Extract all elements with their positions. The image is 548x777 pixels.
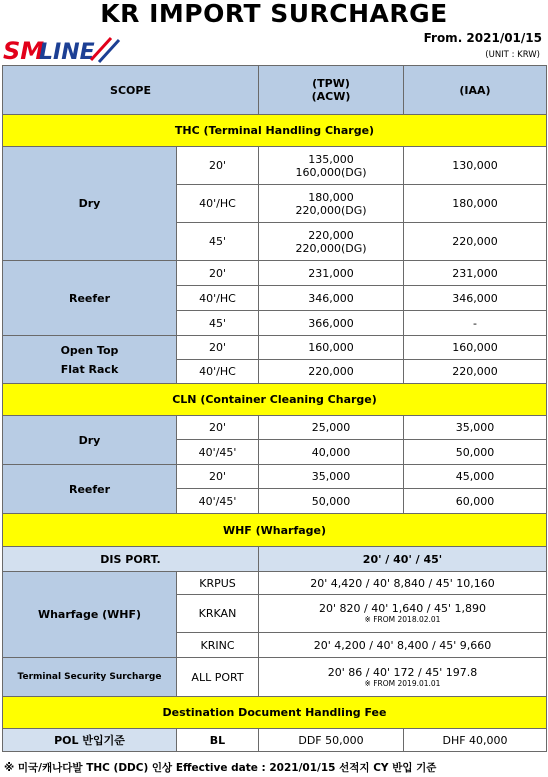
- tpw-cell: DDF 50,000: [259, 729, 404, 752]
- tpw-cell: 25,000: [259, 416, 404, 440]
- thc-dry-label: Dry: [3, 147, 177, 261]
- tpw-cell: 346,000: [259, 286, 404, 311]
- size-cell: 20': [177, 336, 259, 360]
- thc-title: THC (Terminal Handling Charge): [3, 115, 547, 147]
- thc-reefer-label: Reefer: [3, 261, 177, 336]
- iaa-cell: 231,000: [404, 261, 547, 286]
- tpw-cell: 160,000: [259, 336, 404, 360]
- page-title: KR IMPORT SURCHARGE: [100, 0, 448, 28]
- tpw-cell: 180,000 220,000(DG): [259, 185, 404, 223]
- security-surcharge-label: Terminal Security Surcharge: [3, 658, 177, 697]
- port-cell: KRINC: [177, 633, 259, 658]
- tpw-cell: 35,000: [259, 465, 404, 489]
- iaa-cell: 60,000: [404, 489, 547, 514]
- table-row: [3, 658, 547, 697]
- unit-label: (UNIT : KRW): [485, 50, 540, 60]
- scope-header: SCOPE: [3, 66, 259, 115]
- tpw-header: (TPW) (ACW): [259, 66, 404, 115]
- iaa-cell: 45,000: [404, 465, 547, 489]
- tpw-cell: 135,000 160,000(DG): [259, 147, 404, 185]
- wharfage-label: Wharfage (WHF): [3, 572, 177, 658]
- ddhf-title: Destination Document Handling Fee: [3, 697, 547, 729]
- size-cell: 40'/45': [177, 489, 259, 514]
- cln-reefer-label: Reefer: [3, 465, 177, 514]
- svg-text:SM: SM: [3, 37, 45, 64]
- table-row: [3, 465, 547, 489]
- size-cell: 20': [177, 465, 259, 489]
- table-row: [3, 729, 547, 752]
- size-cell: 40'/HC: [177, 286, 259, 311]
- whf-effective-note: ※ FROM 2018.02.01: [364, 615, 441, 624]
- table-row: [3, 416, 547, 440]
- sm-line-logo: [3, 36, 123, 64]
- whf-subheader-row: [3, 547, 547, 572]
- table-row: [3, 336, 547, 360]
- whf-value-cell: 20' 820 / 40' 1,640 / 45' 1,890 ※ FROM 2018.02.01: [259, 595, 547, 633]
- security-value-cell: 20' 86 / 40' 172 / 45' 197.8 ※ FROM 2019.01.01: [259, 658, 547, 697]
- iaa-cell: 180,000: [404, 185, 547, 223]
- iaa-cell: 130,000: [404, 147, 547, 185]
- iaa-cell: 346,000: [404, 286, 547, 311]
- pol-basis-label: POL 반입기준: [3, 729, 177, 752]
- svg-text:LINE: LINE: [39, 40, 95, 64]
- iaa-cell: 220,000: [404, 360, 547, 384]
- ddhf-section-row: [3, 697, 547, 729]
- size-cell: 20': [177, 147, 259, 185]
- security-effective-note: ※ FROM 2019.01.01: [364, 678, 441, 688]
- cln-dry-label: Dry: [3, 416, 177, 465]
- thc-section-row: [3, 115, 547, 147]
- iaa-cell: DHF 40,000: [404, 729, 547, 752]
- whf-title: WHF (Wharfage): [3, 514, 547, 547]
- tpw-cell: 366,000: [259, 311, 404, 336]
- size-cell: 40'/HC: [177, 360, 259, 384]
- thc-open-top-label: Open Top Flat Rack: [3, 336, 177, 384]
- whf-section-row: [3, 514, 547, 547]
- cln-section-row: [3, 384, 547, 416]
- port-cell: KRPUS: [177, 572, 259, 595]
- port-cell: ALL PORT: [177, 658, 259, 697]
- iaa-cell: 35,000: [404, 416, 547, 440]
- table-header-row: [3, 66, 547, 115]
- container-sizes-header: 20' / 40' / 45': [259, 547, 547, 572]
- size-cell: 20': [177, 416, 259, 440]
- iaa-cell: 220,000: [404, 223, 547, 261]
- size-cell: 20': [177, 261, 259, 286]
- iaa-cell: -: [404, 311, 547, 336]
- doc-type-cell: BL: [177, 729, 259, 752]
- whf-value-cell: 20' 4,200 / 40' 8,400 / 45' 9,660: [259, 633, 547, 658]
- surcharge-table: [2, 65, 547, 752]
- tpw-cell: 220,000: [259, 360, 404, 384]
- port-cell: KRKAN: [177, 595, 259, 633]
- effective-from: From. 2021/01/15: [423, 31, 542, 45]
- iaa-header: (IAA): [404, 66, 547, 115]
- size-cell: 40'/HC: [177, 185, 259, 223]
- size-cell: 45': [177, 311, 259, 336]
- table-row: [3, 147, 547, 185]
- table-row: [3, 572, 547, 595]
- table-row: [3, 261, 547, 286]
- size-cell: 40'/45': [177, 440, 259, 465]
- footnote: ※ 미국/캐나다발 THC (DDC) 인상 Effective date : 2021/01/15 선적지 CY 반입 기준: [4, 762, 437, 774]
- iaa-cell: 160,000: [404, 336, 547, 360]
- tpw-cell: 220,000 220,000(DG): [259, 223, 404, 261]
- tpw-cell: 50,000: [259, 489, 404, 514]
- iaa-cell: 50,000: [404, 440, 547, 465]
- size-cell: 45': [177, 223, 259, 261]
- tpw-cell: 231,000: [259, 261, 404, 286]
- cln-title: CLN (Container Cleaning Charge): [3, 384, 547, 416]
- whf-value-cell: 20' 4,420 / 40' 8,840 / 45' 10,160: [259, 572, 547, 595]
- dis-port-header: DIS PORT.: [3, 547, 259, 572]
- tpw-cell: 40,000: [259, 440, 404, 465]
